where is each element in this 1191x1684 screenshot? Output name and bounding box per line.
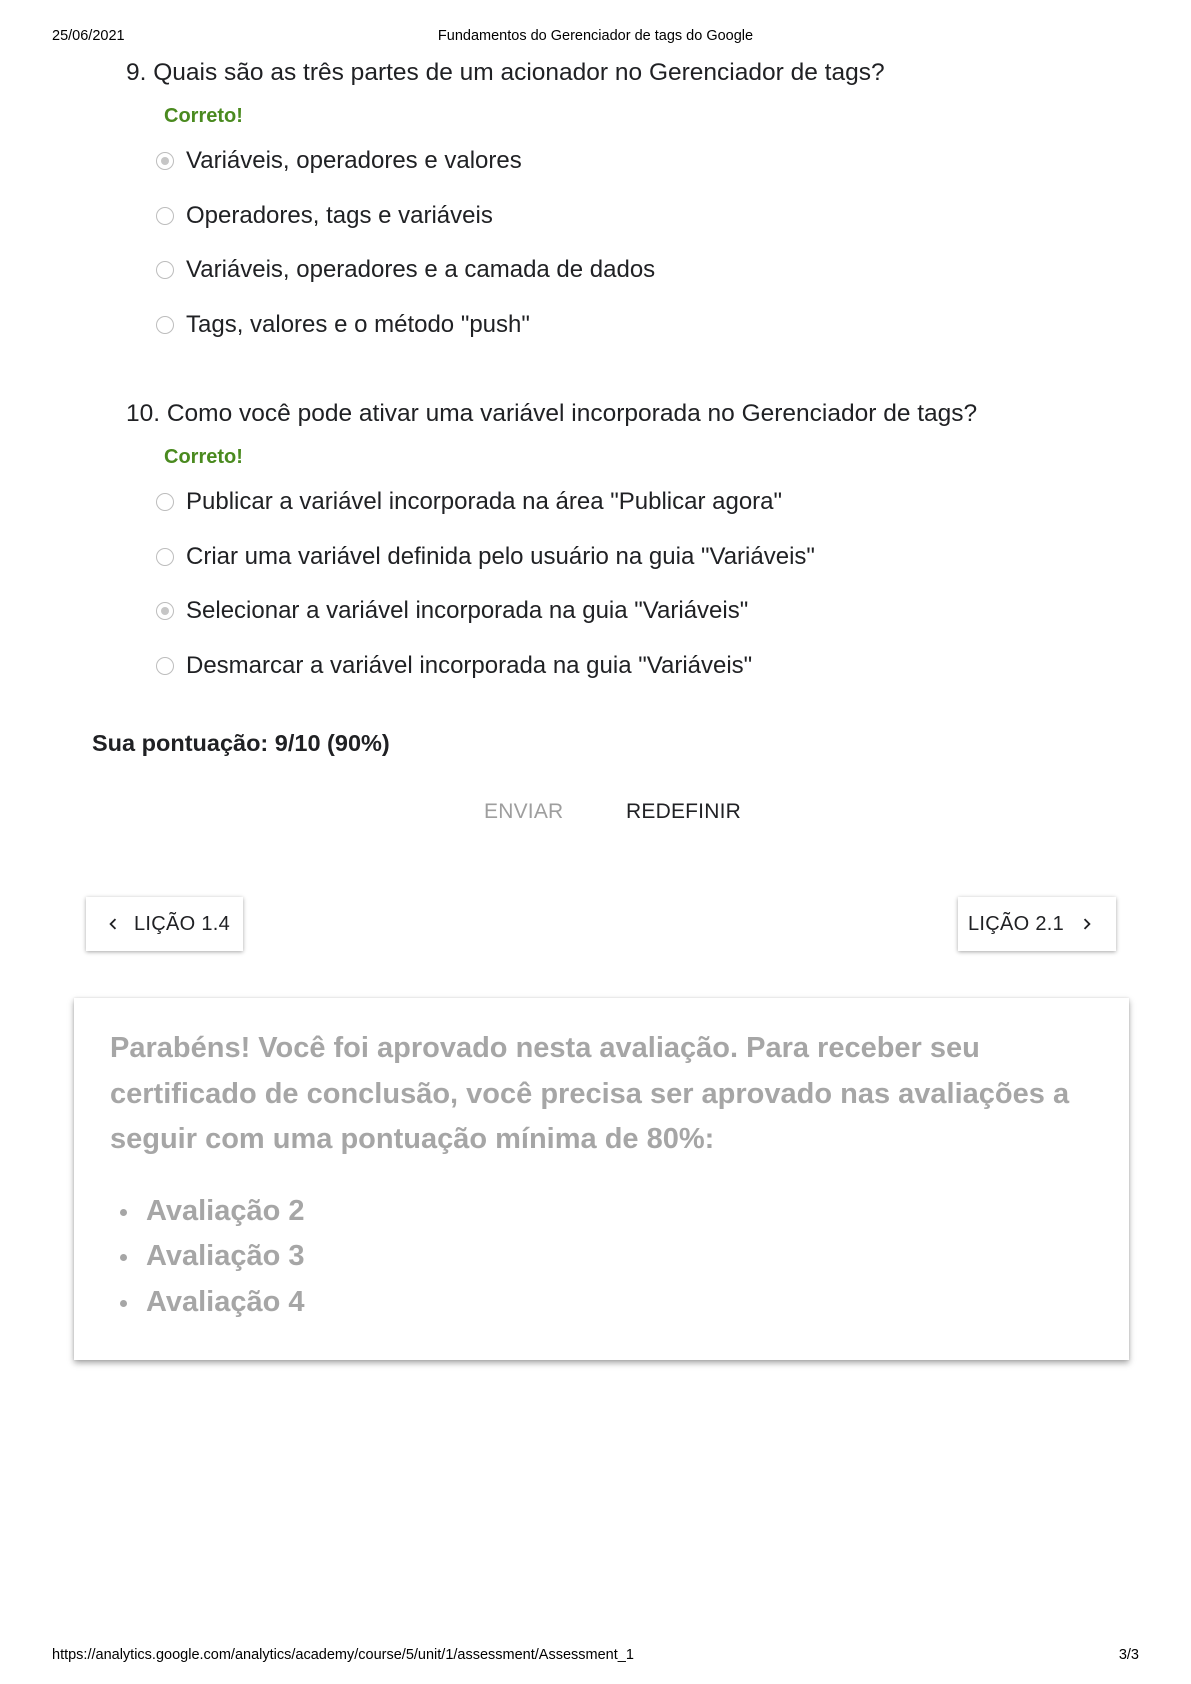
answer-label: Selecionar a variável incorporada na guia "Variáveis" [186,597,749,625]
question-9 [126,58,1086,352]
print-title: Fundamentos do Gerenciador de tags do Google [437,28,754,44]
correct-feedback: Correto! [164,105,243,127]
answer-label: Variáveis, operadores e valores [186,147,522,175]
print-url: https://analytics.google.com/analytics/academy/course/5/unit/1/assessment/Assessment_1 [52,1647,634,1663]
question-text: 10. Como você pode ativar uma variável incorporada no Gerenciador de tags? [126,400,978,427]
answer-options [156,475,1086,693]
answer-label: Desmarcar a variável incorporada na guia "Variáveis" [186,651,753,679]
prev-lesson-button[interactable] [86,897,243,951]
radio-unselected[interactable] [156,657,174,675]
print-date: 25/06/2021 [52,28,125,44]
answer-option[interactable] [156,189,1086,244]
chevron-left-icon [102,913,124,935]
radio-selected[interactable] [156,602,174,620]
question-text: 9. Quais são as três partes de um acionador no Gerenciador de tags? [126,59,885,86]
answer-option[interactable] [156,584,1086,639]
answer-option[interactable] [156,639,1086,694]
list-item: Avaliação 3 [146,1234,1093,1280]
submit-button[interactable]: ENVIAR [484,800,564,823]
score-summary: Sua pontuação: 9/10 (90%) [92,730,390,756]
congrats-card [74,998,1129,1360]
next-lesson-label: LIÇÃO 2.1 [968,912,1065,935]
answer-label: Operadores, tags e variáveis [186,201,493,229]
prev-lesson-label: LIÇÃO 1.4 [134,912,231,935]
next-lesson-button[interactable] [958,897,1116,951]
radio-unselected[interactable] [156,548,174,566]
answer-option[interactable] [156,243,1086,298]
reset-button[interactable]: REDEFINIR [626,800,741,823]
answer-option[interactable] [156,530,1086,585]
answer-option[interactable] [156,134,1086,189]
radio-selected[interactable] [156,152,174,170]
required-assessments-list [110,1189,1093,1326]
answer-label: Publicar a variável incorporada na área "Publicar agora" [186,488,783,516]
answer-option[interactable] [156,475,1086,530]
answer-label: Tags, valores e o método "push" [186,310,530,338]
radio-unselected[interactable] [156,316,174,334]
list-item: Avaliação 4 [146,1280,1093,1326]
answer-label: Criar uma variável definida pelo usuário na guia "Variáveis" [186,542,815,570]
radio-unselected[interactable] [156,261,174,279]
radio-unselected[interactable] [156,493,174,511]
correct-feedback: Correto! [164,446,243,468]
list-item: Avaliação 2 [146,1189,1093,1235]
answer-option[interactable] [156,298,1086,353]
congrats-message: Parabéns! Você foi aprovado nesta avaliação. Para receber seu certificado de conclusão, você precisa ser aprovado nas avaliações a seguir com uma pontuação mínima de 80%: [110,1032,1070,1155]
radio-unselected[interactable] [156,207,174,225]
answer-options [156,134,1086,352]
chevron-right-icon [1076,913,1098,935]
page-number: 3/3 [1118,1647,1139,1663]
answer-label: Variáveis, operadores e a camada de dados [186,256,656,284]
question-10 [126,399,1086,693]
